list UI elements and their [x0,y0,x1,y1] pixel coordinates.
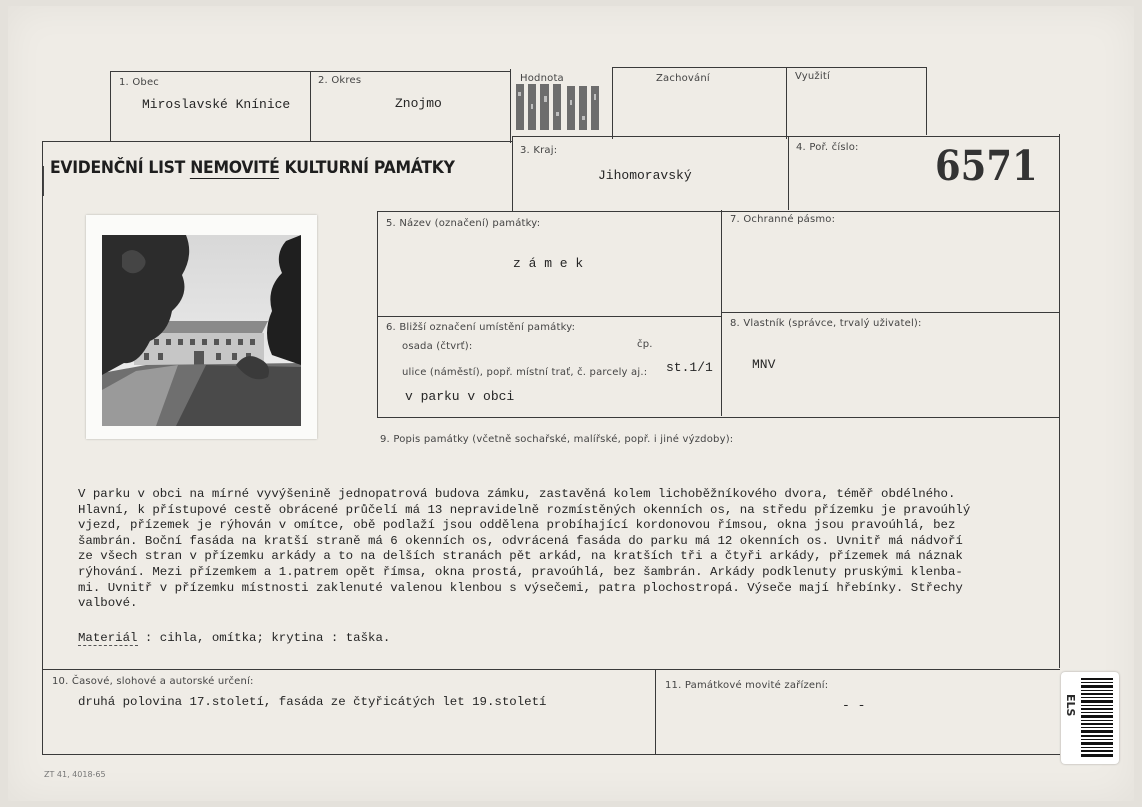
popis-line: rýhování. Mezi přízemkem a 1.patrem opět římsa, okna prostá, pravoúhlá, bez šambrán. Arkády podklenuty pruskými klenba- [78,564,963,579]
urceni-value: druhá polovina 17.století, fasáda ze čtyřicátých let 19.století [78,695,547,709]
popis-label: 9. Popis památky (včetně sochařské, malířské, popř. i jiné výzdoby): [380,434,734,445]
ulice-label: ulice (náměstí), popř. místní trať, č. parcely aj.: [402,367,648,378]
popis-text [78,487,1038,612]
cp-label: čp. [637,339,653,350]
okres-value: Znojmo [395,96,442,111]
material-label: Materiál [78,631,138,645]
material-value: : cihla, omítka; krytina : taška. [137,631,391,645]
footer-code: ZT 41, 4018-65 [44,770,106,779]
kraj-value: Jihomoravský [598,168,692,183]
nazev-value: z á m e k [513,256,584,271]
zachovani-label: Zachování [656,73,710,84]
obec-label: 1. Obec [119,77,159,88]
popis-line: mi. Uvnitř v přízemku místnosti zaklenuté valenou klenbou s výsečemi, patra plochostropá. Výseče mají hřebínky. Střechy [78,580,963,595]
okres-label: 2. Okres [318,75,362,86]
hodnota-label: Hodnota [520,73,564,84]
popis-line: V parku v obci na mírné vyvýšenině jednopatrová budova zámku, zastavěná kolem lichoběžníkového dvora, téměř obdélného. [78,487,956,501]
popis-line: ze všech stran v přízemku arkády a to na delších stranách pět arkád, na kratších tři a čtyři arkády, přízemek má náznak [78,549,963,564]
ochranne-pasmo-label: 7. Ochranné pásmo: [730,214,836,225]
popis-line: valbové. [78,596,138,611]
umisteni-label: 6. Bližší označení umístění památky: [386,322,576,333]
umisteni-value: v parku v obci [405,389,515,404]
monument-photo [86,215,317,439]
kraj-label: 3. Kraj: [520,145,558,156]
vlastnik-label: 8. Vlastník (správce, trvalý uživatel): [730,318,922,329]
popis-line: šambrán. Boční fasáda na kratší straně má 6 okenních os, odvrácená fasáda do parku má 12 okenních os. Uvnitř má nádvoří [78,533,963,548]
movite-label: 11. Památkové movité zařízení: [665,680,829,691]
title-bracket [43,166,48,196]
hodnota-stamp-bars [514,82,604,132]
chateau-photo-image [86,215,317,439]
popis-line: vjezd, přízemek je rýhován v omítce, obě podlaží jsou oddělena probíhající kordonovou římsou, okna jsou pravoúhlá, bez [78,518,956,533]
obec-value: Miroslavské Knínice [142,97,291,112]
barcode-icon [1081,678,1113,758]
popis-line: Hlavní, k přístupové cestě obrácené průčelí má 13 nepravidelně rozmístěných okenních os, na středu přízemku je pravoúhlý [78,502,971,517]
movite-value: - - [842,698,866,713]
material-line [78,631,390,645]
barcode-sticker [1061,672,1119,764]
page-title: EVIDENČNÍ LIST NEMOVITÉ KULTURNÍ PAMÁTKY [50,158,455,178]
parcela-value: st.1/1 [666,360,713,375]
osada-label: osada (čtvrť): [402,341,473,352]
por-cislo-label: 4. Poř. číslo: [796,142,859,153]
urceni-label: 10. Časové, slohové a autorské určení: [52,676,254,687]
nazev-label: 5. Název (označení) památky: [386,218,541,229]
vyuziti-label: Využití [795,71,830,82]
barcode-text: ELS [1064,694,1077,717]
vlastnik-value: MNV [752,357,776,372]
por-cislo-value: 6571 [935,142,1038,190]
